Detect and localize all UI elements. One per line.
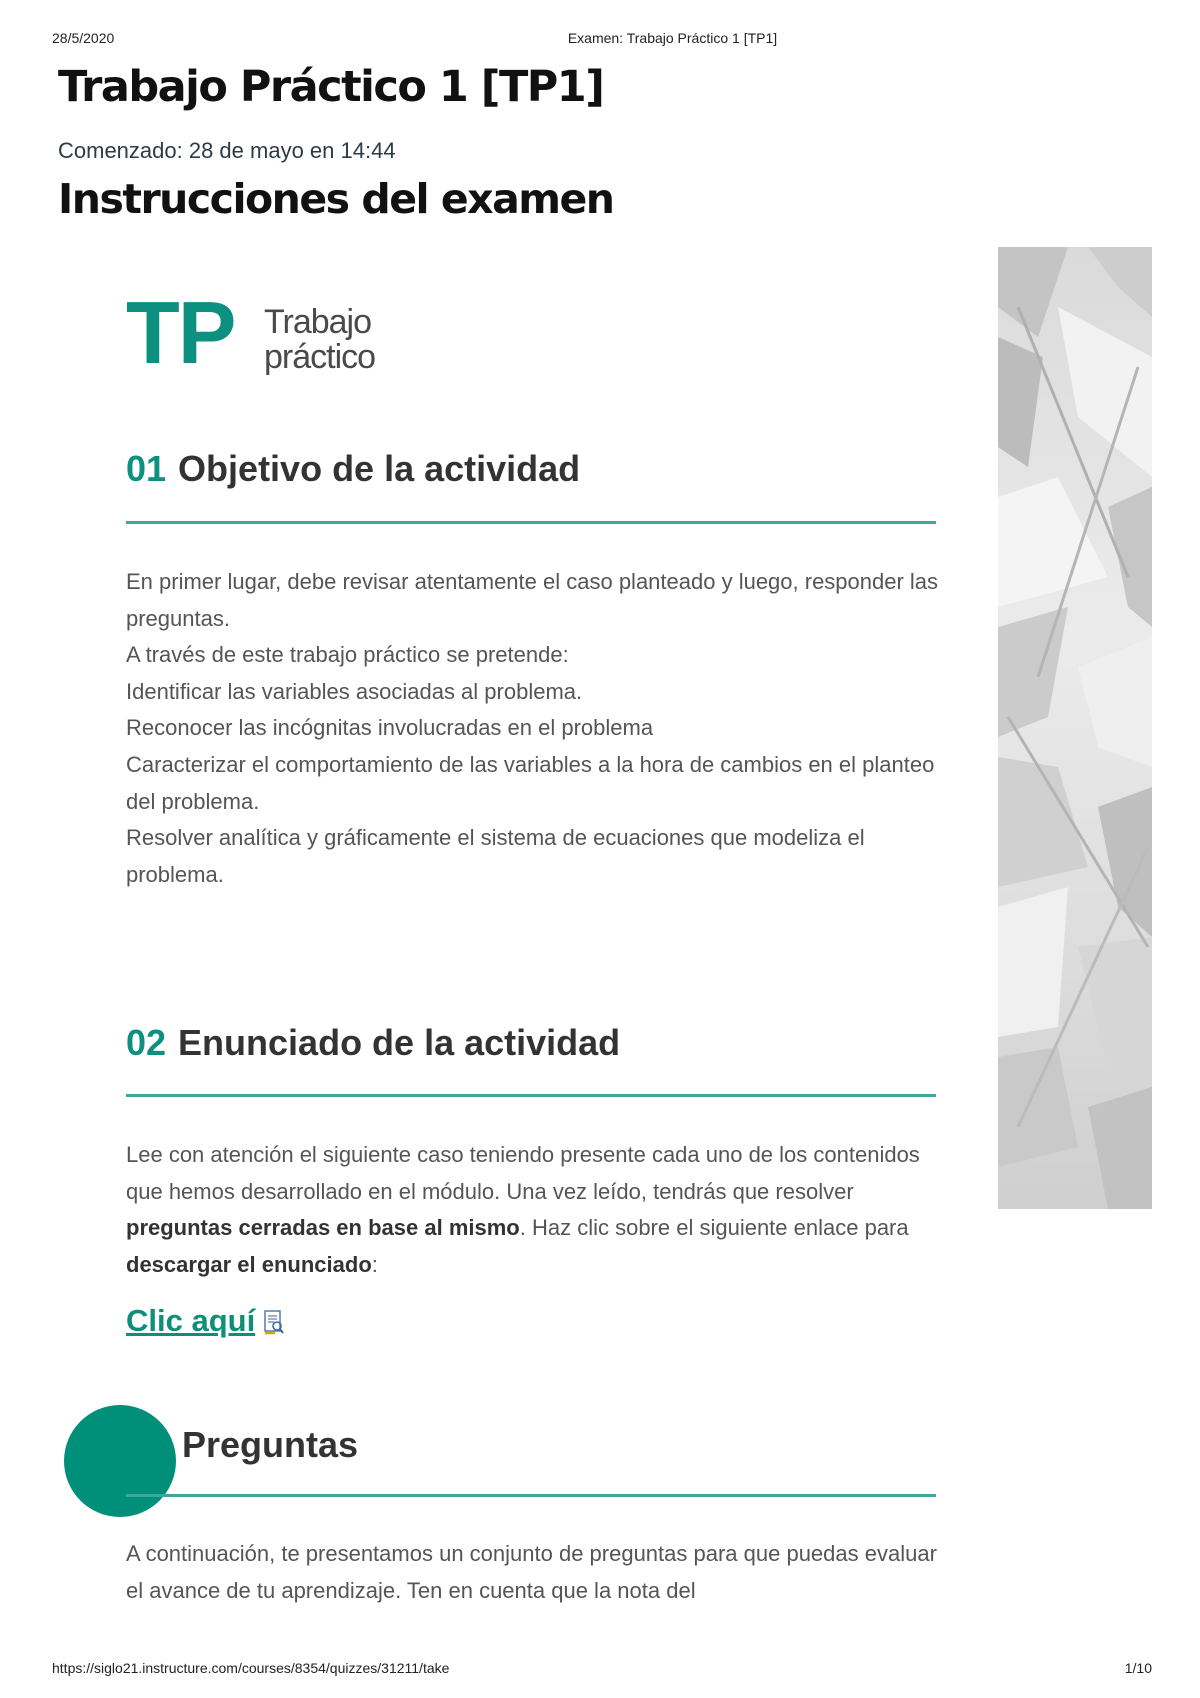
objective-line: A través de este trabajo práctico se pretende: xyxy=(126,642,569,668)
section-divider xyxy=(126,1094,936,1097)
section-enunciado-heading xyxy=(126,1022,620,1064)
enunciado-bold-text: descargar el enunciado xyxy=(126,1251,372,1277)
section-title: Enunciado de la actividad xyxy=(178,1022,621,1063)
decorative-architecture-image xyxy=(998,247,1152,1209)
tp-logo-word-practico: práctico xyxy=(264,338,376,376)
document-icon[interactable] xyxy=(263,1307,285,1343)
section-enunciado-body xyxy=(126,1137,946,1283)
section-title: Objetivo de la actividad xyxy=(178,448,581,489)
tp-logo-word-trabajo: Trabajo xyxy=(264,303,372,341)
section-divider xyxy=(126,1494,936,1497)
page-title: Trabajo Práctico 1 [TP1] xyxy=(58,62,604,112)
section-objetivo-body xyxy=(126,564,946,893)
section-circle-marker xyxy=(64,1405,176,1517)
objective-line: Identificar las variables asociadas al problema. xyxy=(126,678,583,704)
enunciado-text: : xyxy=(371,1251,378,1277)
download-link-row xyxy=(126,1303,285,1343)
print-header-title: Examen: Trabajo Práctico 1 [TP1] xyxy=(567,30,778,46)
instructions-heading: Instrucciones del examen xyxy=(58,175,614,223)
enunciado-paragraph xyxy=(126,1137,946,1283)
section-divider xyxy=(126,521,936,524)
objective-line: Resolver analítica y gráficamente el sistema de ecuaciones que modeliza el problema. xyxy=(126,825,865,887)
enunciado-bold-text: preguntas cerradas en base al mismo xyxy=(126,1215,520,1241)
tp-logo-letters: TP xyxy=(126,283,235,382)
print-footer-page-number: 1/10 xyxy=(1124,1660,1152,1676)
objective-line: En primer lugar, debe revisar atentamente el caso planteado y luego, responder las preguntas. xyxy=(126,569,939,631)
section-preguntas-heading: Preguntas xyxy=(182,1424,359,1465)
section-objetivo-heading xyxy=(126,448,580,490)
section-number: 02 xyxy=(126,1022,167,1063)
section-preguntas-body xyxy=(126,1536,946,1609)
started-timestamp: Comenzado: 28 de mayo en 14:44 xyxy=(58,138,396,163)
print-header-date: 28/5/2020 xyxy=(52,30,115,46)
download-statement-link[interactable]: Clic aquí xyxy=(126,1303,256,1338)
preguntas-paragraph: A continuación, te presentamos un conjunto de preguntas para que puedas evaluar el avance de tu aprendizaje. Ten en cuenta que la nota del xyxy=(126,1541,937,1603)
enunciado-text: Lee con atención el siguiente caso teniendo presente cada uno de los contenidos que hemos desarrollado en el módulo. Una vez leído, tendrás que resolver xyxy=(126,1142,920,1204)
objective-line: Caracterizar el comportamiento de las variables a la hora de cambios en el planteo del problema. xyxy=(126,751,935,814)
enunciado-text: . Haz clic sobre el siguiente enlace para xyxy=(519,1215,909,1241)
objective-line: Reconocer las incógnitas involucradas en el problema xyxy=(126,715,654,741)
print-footer-url: https://siglo21.instructure.com/courses/8354/quizzes/31211/take xyxy=(52,1660,450,1676)
section-number: 01 xyxy=(126,448,167,489)
